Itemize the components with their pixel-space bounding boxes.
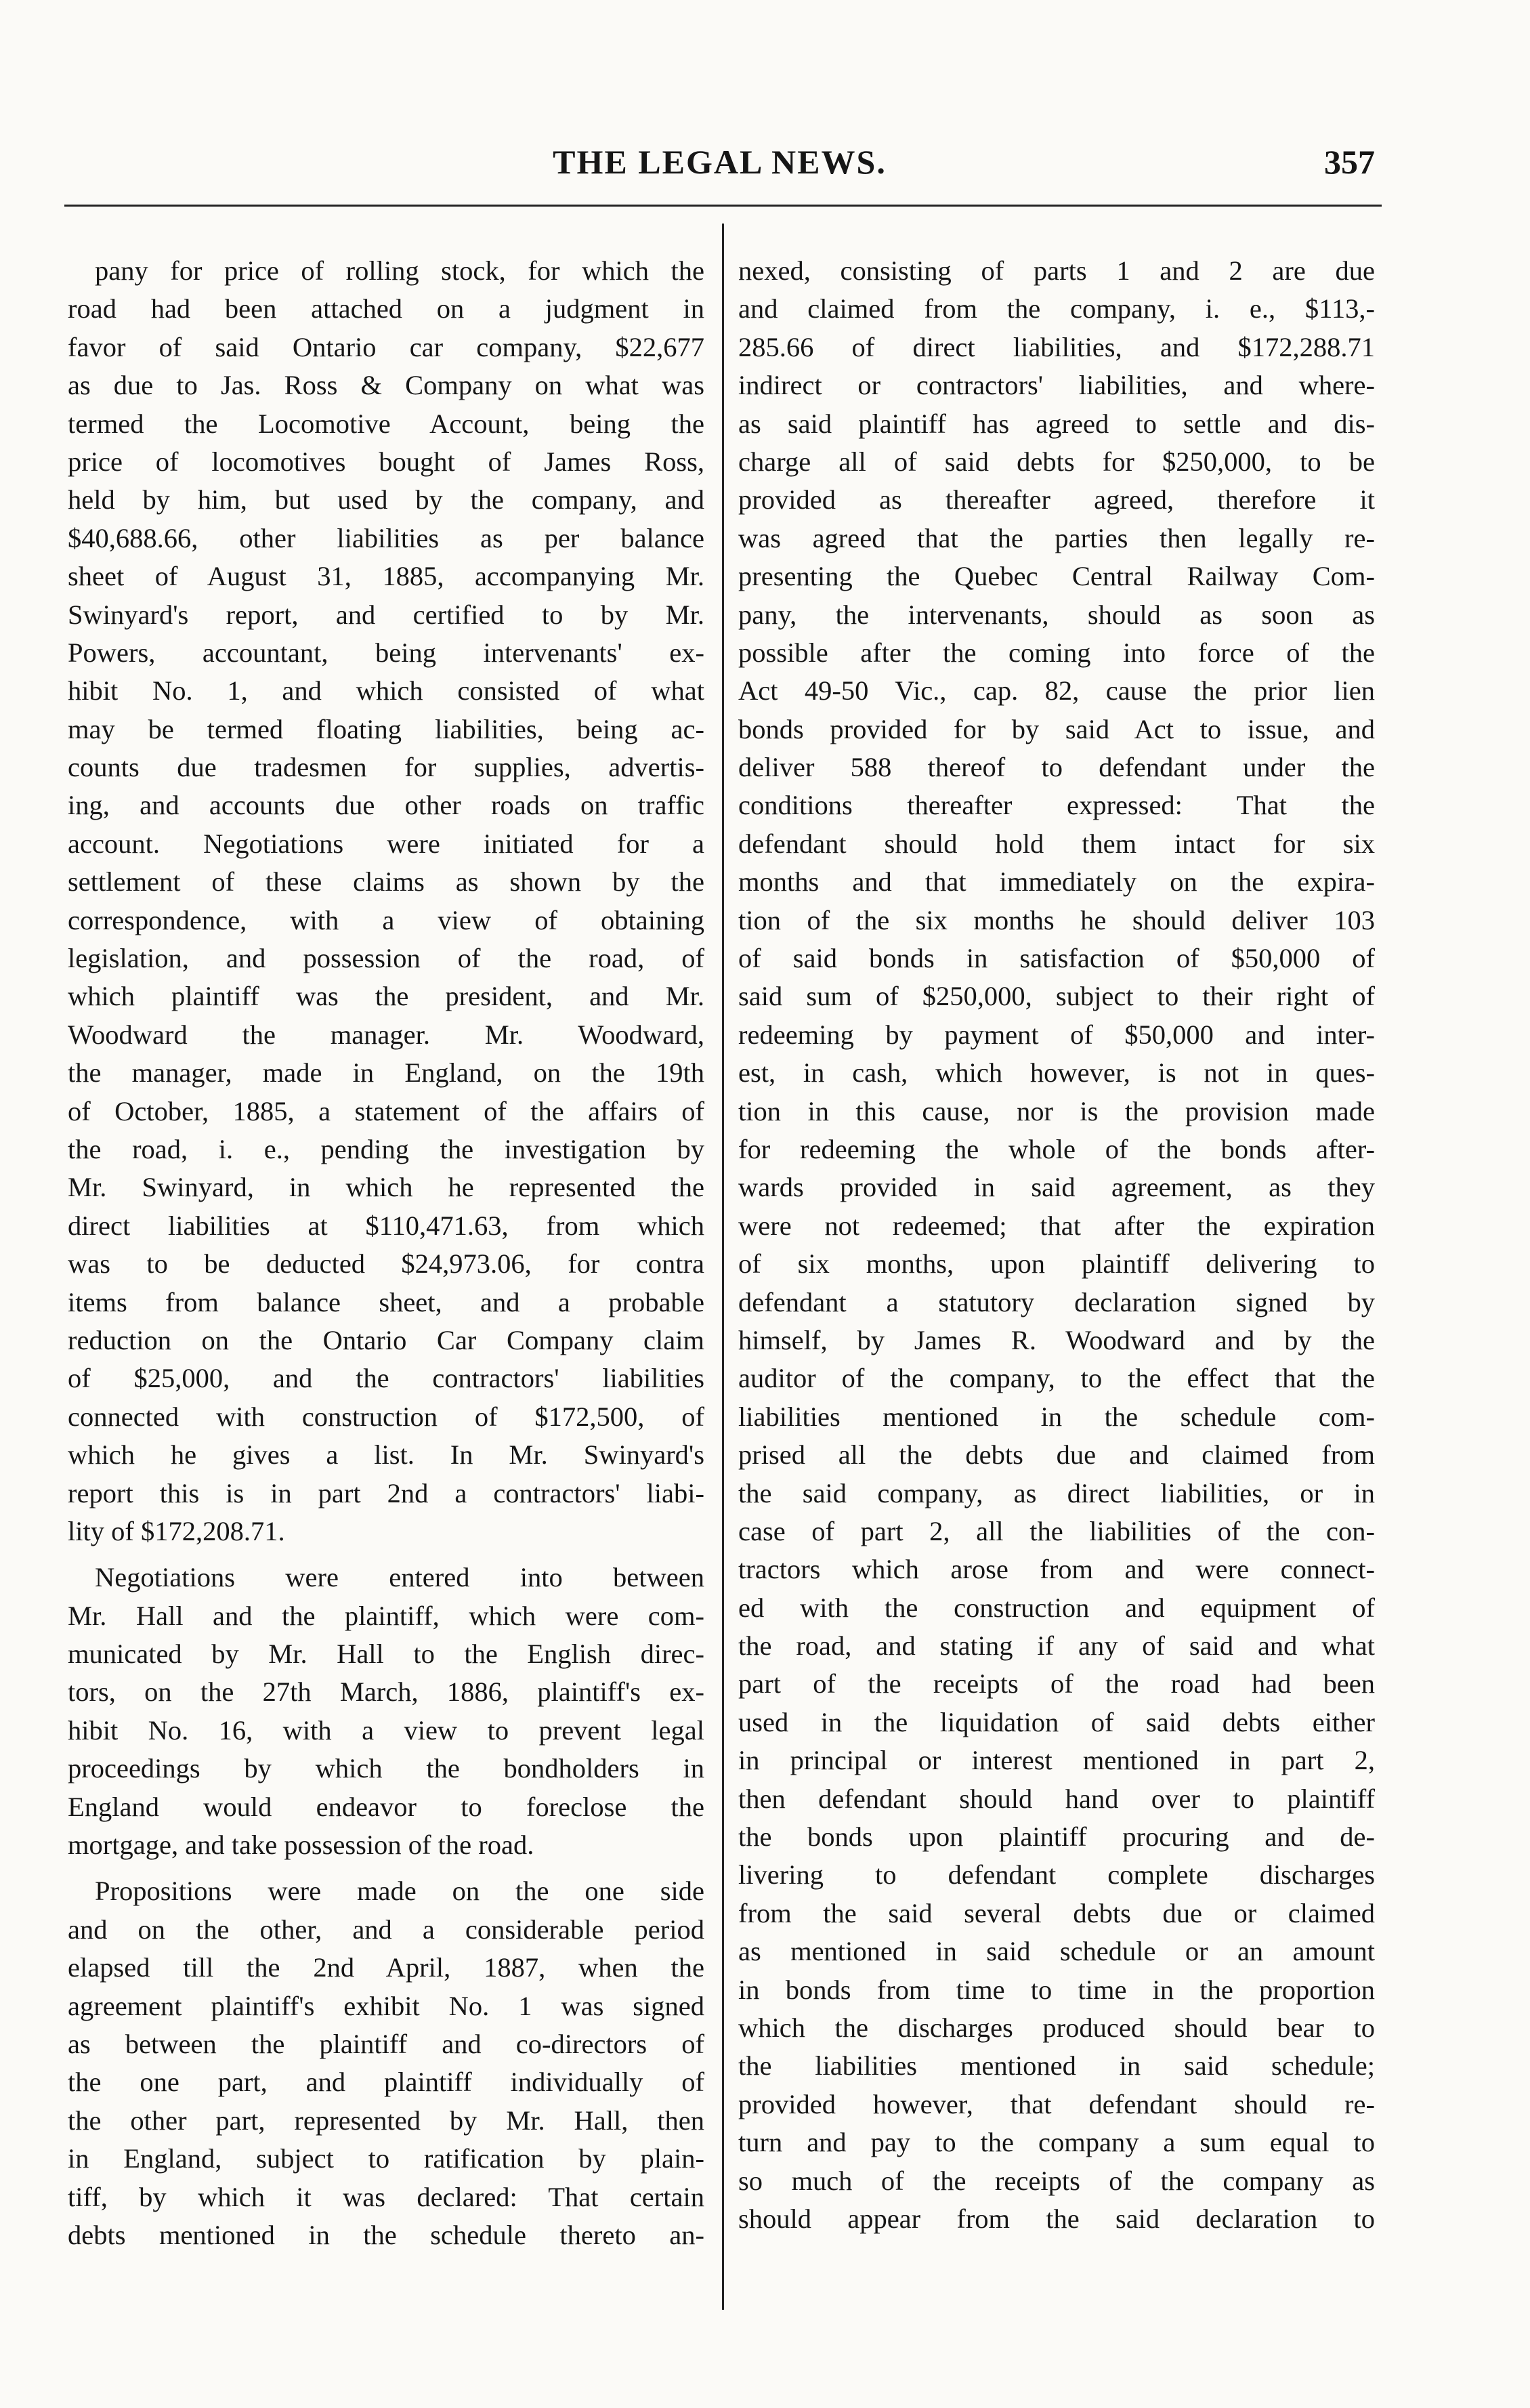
text-line: which he gives a list. In Mr. Swinyard's bbox=[68, 1439, 704, 1471]
text-line: elapsed till the 2nd April, 1887, when the bbox=[68, 1952, 704, 1983]
text-line: so much of the receipts of the company as bbox=[738, 2165, 1375, 2196]
text-line: in principal or interest mentioned in part 2, bbox=[738, 1745, 1375, 1776]
text-line: 285.66 of direct liabilities, and $172,288.71 bbox=[738, 331, 1375, 362]
text-line: price of locomotives bought of James Ross, bbox=[68, 446, 704, 477]
text-line: defendant should hold them intact for six bbox=[738, 828, 1375, 859]
text-line: for redeeming the whole of the bonds after- bbox=[738, 1133, 1375, 1164]
text-line: items from balance sheet, and a probable bbox=[68, 1286, 704, 1317]
text-line: reduction on the Ontario Car Company claim bbox=[68, 1324, 704, 1355]
text-line: may be termed floating liabilities, being ac- bbox=[68, 713, 704, 744]
text-line: Mr. Swinyard, in which he represented the bbox=[68, 1172, 704, 1203]
text-line: as due to Jas. Ross & Company on what was bbox=[68, 370, 704, 401]
text-line: then defendant should hand over to plaintiff bbox=[738, 1783, 1375, 1814]
text-line: pany for price of rolling stock, for which the bbox=[95, 255, 704, 286]
paragraph bbox=[68, 252, 704, 1550]
text-line: turn and pay to the company a sum equal to bbox=[738, 2127, 1375, 2158]
text-line: said sum of $250,000, subject to their right of bbox=[738, 981, 1375, 1012]
text-line: tion in this cause, nor is the provision made bbox=[738, 1095, 1375, 1126]
text-line: England would endeavor to foreclose the bbox=[68, 1791, 704, 1822]
text-line: favor of said Ontario car company, $22,677 bbox=[68, 331, 704, 362]
text-line: redeeming by payment of $50,000 and inter- bbox=[738, 1019, 1375, 1050]
text-line: presenting the Quebec Central Railway Com- bbox=[738, 561, 1375, 592]
text-line: road had been attached on a judgment in bbox=[68, 293, 704, 324]
text-line: hibit No. 16, with a view to prevent legal bbox=[68, 1714, 704, 1746]
text-line: the bonds upon plaintiff procuring and de- bbox=[738, 1821, 1375, 1853]
text-line: ing, and accounts due other roads on traffic bbox=[68, 790, 704, 821]
text-line: of October, 1885, a statement of the affairs of bbox=[68, 1095, 704, 1126]
text-line: in bonds from time to time in the proportion bbox=[738, 1974, 1375, 2005]
text-line: tion of the six months he should deliver 103 bbox=[738, 904, 1375, 935]
text-line: possible after the coming into force of the bbox=[738, 637, 1375, 668]
text-line: Swinyard's report, and certified to by Mr. bbox=[68, 599, 704, 630]
text-line: Powers, accountant, being intervenants' ex- bbox=[68, 637, 704, 668]
text-line: account. Negotiations were initiated for a bbox=[68, 828, 704, 859]
text-line: correspondence, with a view of obtaining bbox=[68, 904, 704, 935]
text-line: direct liabilities at $110,471.63, from which bbox=[68, 1210, 704, 1241]
text-line: wards provided in said agreement, as they bbox=[738, 1172, 1375, 1203]
text-line: report this is in part 2nd a contractors' liabi- bbox=[68, 1477, 704, 1508]
text-line: Act 49-50 Vic., cap. 82, cause the prior lien bbox=[738, 675, 1375, 706]
text-line: Negotiations were entered into between bbox=[95, 1562, 704, 1593]
text-line: legislation, and possession of the road, of bbox=[68, 943, 704, 974]
text-line: of $25,000, and the contractors' liabilities bbox=[68, 1363, 704, 1394]
paragraph bbox=[68, 1872, 704, 2254]
text-line: agreement plaintiff's exhibit No. 1 was signed bbox=[68, 1990, 704, 2021]
text-line: provided however, that defendant should re- bbox=[738, 2088, 1375, 2119]
column-divider bbox=[722, 224, 724, 2310]
text-line: the one part, and plaintiff individually of bbox=[68, 2067, 704, 2098]
text-line: mortgage, and take possession of the road. bbox=[68, 1830, 534, 1861]
text-line: Mr. Hall and the plaintiff, which were com- bbox=[68, 1600, 704, 1631]
text-line: held by him, but used by the company, and bbox=[68, 484, 704, 515]
text-line: lity of $172,208.71. bbox=[68, 1515, 285, 1546]
text-line: settlement of these claims as shown by the bbox=[68, 866, 704, 897]
text-line: pany, the intervenants, should as soon as bbox=[738, 599, 1375, 630]
text-line: were not redeemed; that after the expiration bbox=[738, 1210, 1375, 1241]
text-line: from the said several debts due or claimed bbox=[738, 1897, 1375, 1928]
text-line: auditor of the company, to the effect that the bbox=[738, 1363, 1375, 1394]
text-line: the other part, represented by Mr. Hall, then bbox=[68, 2105, 704, 2136]
text-line: Woodward the manager. Mr. Woodward, bbox=[68, 1019, 704, 1050]
text-line: the road, and stating if any of said and what bbox=[738, 1630, 1375, 1662]
text-line: charge all of said debts for $250,000, to be bbox=[738, 446, 1375, 477]
text-line: termed the Locomotive Account, being the bbox=[68, 408, 704, 439]
paragraph bbox=[738, 252, 1375, 2238]
text-line: and claimed from the company, i. e., $113,- bbox=[738, 293, 1375, 324]
text-line: tiff, by which it was declared: That certain bbox=[68, 2181, 704, 2212]
text-line: case of part 2, all the liabilities of the con- bbox=[738, 1515, 1375, 1546]
text-line: months and that immediately on the expira- bbox=[738, 866, 1375, 897]
text-line: the manager, made in England, on the 19th bbox=[68, 1057, 704, 1089]
text-line: the liabilities mentioned in said schedule; bbox=[738, 2050, 1375, 2082]
text-line: tractors which arose from and were connect- bbox=[738, 1554, 1375, 1585]
text-line: nexed, consisting of parts 1 and 2 are due bbox=[738, 255, 1375, 286]
text-line: Propositions were made on the one side bbox=[95, 1876, 704, 1907]
text-line: connected with construction of $172,500, of bbox=[68, 1401, 704, 1432]
text-line: est, in cash, which however, is not in ques- bbox=[738, 1057, 1375, 1089]
text-line: which the discharges produced should bear to bbox=[738, 2012, 1375, 2043]
text-line: indirect or contractors' liabilities, and where- bbox=[738, 370, 1375, 401]
running-head bbox=[64, 142, 1375, 190]
text-line: himself, by James R. Woodward and by the bbox=[738, 1324, 1375, 1355]
text-line: conditions thereafter expressed: That the bbox=[738, 790, 1375, 821]
paragraph bbox=[68, 1559, 704, 1864]
text-line: as between the plaintiff and co-directors of bbox=[68, 2028, 704, 2059]
text-line: $40,688.66, other liabilities as per balance bbox=[68, 522, 704, 553]
running-title: THE LEGAL NEWS. bbox=[553, 143, 887, 181]
text-line: which plaintiff was the president, and Mr. bbox=[68, 981, 704, 1012]
text-line: hibit No. 1, and which consisted of what bbox=[68, 675, 704, 706]
left-column bbox=[68, 252, 704, 2254]
text-line: defendant a statutory declaration signed by bbox=[738, 1286, 1375, 1317]
text-line: as said plaintiff has agreed to settle and dis- bbox=[738, 408, 1375, 439]
text-line: livering to defendant complete discharges bbox=[738, 1859, 1375, 1891]
text-line: sheet of August 31, 1885, accompanying Mr. bbox=[68, 561, 704, 592]
text-line: tors, on the 27th March, 1886, plaintiff's ex- bbox=[68, 1676, 704, 1708]
text-line: was agreed that the parties then legally re- bbox=[738, 522, 1375, 553]
text-line: counts due tradesmen for supplies, advertis- bbox=[68, 752, 704, 783]
text-line: of six months, upon plaintiff delivering to bbox=[738, 1248, 1375, 1280]
text-line: deliver 588 thereof to defendant under the bbox=[738, 752, 1375, 783]
page-number: 357 bbox=[1324, 143, 1375, 181]
text-line: the road, i. e., pending the investigation by bbox=[68, 1133, 704, 1164]
text-line: and on the other, and a considerable period bbox=[68, 1914, 704, 1945]
text-line: was to be deducted $24,973.06, for contra bbox=[68, 1248, 704, 1280]
text-line: should appear from the said declaration to bbox=[738, 2203, 1375, 2234]
right-column bbox=[738, 252, 1375, 2238]
text-line: debts mentioned in the schedule thereto an- bbox=[68, 2219, 704, 2250]
text-line: in England, subject to ratification by plain- bbox=[68, 2143, 704, 2174]
text-line: provided as thereafter agreed, therefore it bbox=[738, 484, 1375, 515]
text-line: proceedings by which the bondholders in bbox=[68, 1753, 704, 1784]
text-line: the said company, as direct liabilities, or in bbox=[738, 1477, 1375, 1508]
text-line: bonds provided for by said Act to issue, and bbox=[738, 713, 1375, 744]
text-line: used in the liquidation of said debts either bbox=[738, 1706, 1375, 1737]
text-line: municated by Mr. Hall to the English direc- bbox=[68, 1639, 704, 1670]
text-line: liabilities mentioned in the schedule com- bbox=[738, 1401, 1375, 1432]
header-rule bbox=[64, 205, 1382, 207]
text-line: as mentioned in said schedule or an amount bbox=[738, 1936, 1375, 1967]
text-line: of said bonds in satisfaction of $50,000 of bbox=[738, 943, 1375, 974]
text-line: ed with the construction and equipment of bbox=[738, 1592, 1375, 1623]
text-line: prised all the debts due and claimed from bbox=[738, 1439, 1375, 1471]
text-line: part of the receipts of the road had been bbox=[738, 1668, 1375, 1699]
